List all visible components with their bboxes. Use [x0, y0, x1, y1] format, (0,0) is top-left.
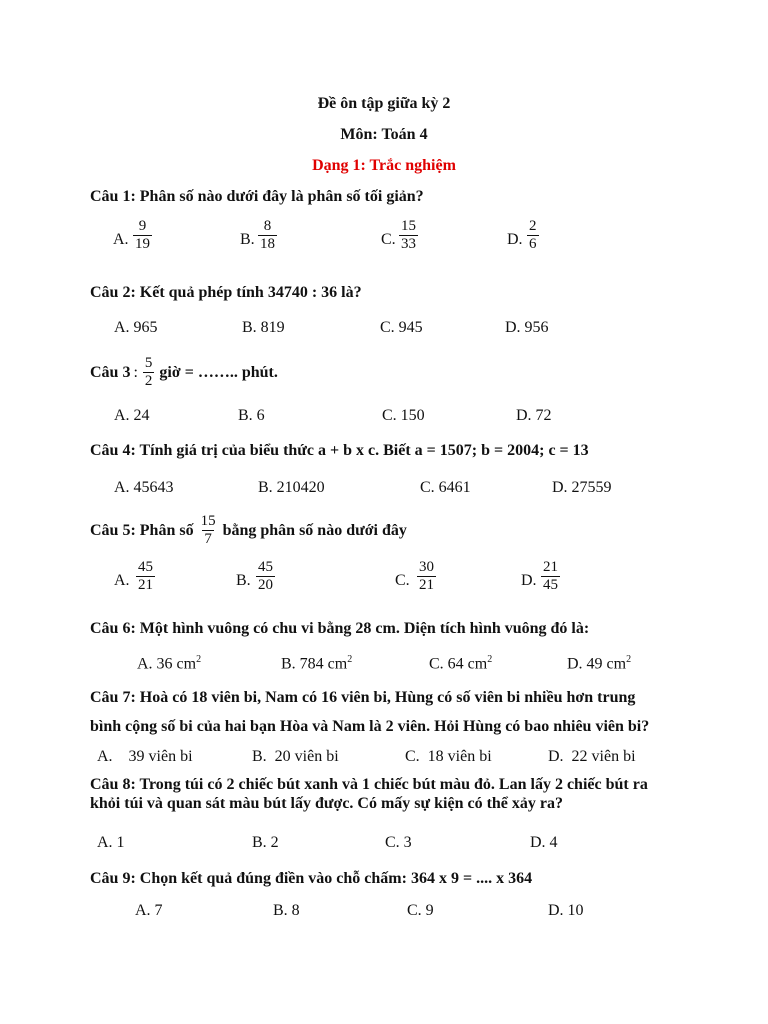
q8-option-c[interactable]: C. 3 — [385, 834, 412, 851]
question-9 — [90, 870, 532, 888]
q3-option-d[interactable]: D. 72 — [516, 407, 552, 424]
q3-option-b[interactable]: B. 6 — [238, 407, 265, 424]
q6-exp-b: 2 — [347, 654, 353, 665]
q4-option-a[interactable]: A. 45643 — [114, 479, 174, 496]
question-2: Câu 2: Kết quả phép tính 34740 : 36 là? — [90, 284, 362, 301]
q5-option-a-fraction: $\frac{45}{21}$ — [138, 559, 153, 593]
q7-option-d[interactable]: D. 22 viên bi — [548, 748, 636, 765]
q1-option-c-label: C. — [381, 231, 396, 248]
q8-option-a[interactable]: A. 1 — [97, 834, 125, 851]
q7-option-b[interactable]: B. 20 viên bi — [252, 748, 339, 765]
q5-option-b-fraction: $\frac{45}{20}$ — [258, 559, 273, 593]
q9-option-a[interactable]: A. 7 — [135, 902, 163, 919]
question-7-line-1: Câu 7: Hoà có 18 viên bi, Nam có 16 viên bi, Hùng có số viên bi nhiều hơn trung — [90, 689, 636, 706]
q3-colon: : — [133, 363, 138, 381]
q2-option-a[interactable]: A. 965 — [114, 319, 158, 336]
q1-option-d-label: D. — [507, 231, 523, 248]
q8-option-d[interactable]: D. 4 — [530, 834, 558, 851]
q6-exp-a: 2 — [196, 654, 202, 665]
q3-option-a[interactable]: A. 24 — [114, 407, 150, 424]
q2-option-b[interactable]: B. 819 — [242, 319, 285, 336]
q9-option-d[interactable]: D. 10 — [548, 902, 584, 919]
q5-option-b-label: B. — [236, 572, 251, 589]
q9-text: Chọn kết quả đúng điền vào chỗ chấm: 364 x 9 = .... x 364 — [139, 870, 533, 887]
section-title: Dạng 1: Trắc nghiệm — [312, 157, 456, 174]
q2-option-c[interactable]: C. 945 — [380, 319, 423, 336]
q4-option-c[interactable]: C. 6461 — [420, 479, 471, 496]
question-1: Câu 1: Phân số nào dưới đây là phân số tối giản? — [90, 188, 424, 205]
q9-label: Câu 9: — [90, 870, 136, 887]
q9-option-b[interactable]: B. 8 — [273, 902, 300, 919]
q1-option-b-fraction: $\frac{8}{18}$ — [260, 218, 275, 252]
q3-prefix: Câu 3 — [90, 363, 131, 381]
q5-option-c-label: C. — [395, 572, 410, 589]
q1-option-b-label: B. — [240, 231, 255, 248]
question-4: Câu 4: Tính giá trị của biểu thức a + b x c. Biết a = 1507; b = 2004; c = 13 — [90, 442, 589, 459]
q6-exp-d: 2 — [626, 654, 632, 665]
q5-option-a-label: A. — [114, 572, 130, 589]
q3-fraction: $\frac{5}{2}$ — [144, 355, 153, 389]
q6-option-d[interactable]: D. 49 $cm^2$ — [567, 654, 632, 673]
q4-option-d[interactable]: D. 27559 — [552, 479, 612, 496]
q4-option-b[interactable]: B. 210420 — [258, 479, 325, 496]
subject-title: Môn: Toán 4 — [340, 126, 428, 143]
q1-option-c-fraction: $\frac{15}{33}$ — [401, 218, 416, 252]
q2-option-d[interactable]: D. 956 — [505, 319, 549, 336]
question-5 — [90, 513, 407, 548]
q5-prefix: Câu 5: Phân số — [90, 521, 194, 539]
question-8-line-2: khỏi túi và quan sát màu bút lấy được. Có mấy sự kiện có thể xảy ra? — [90, 795, 564, 812]
q5-option-d-fraction: $\frac{21}{45}$ — [543, 559, 558, 593]
q5-option-d-label: D. — [521, 572, 537, 589]
question-6: Câu 6: Một hình vuông có chu vi bằng 28 cm. Diện tích hình vuông đó là: — [90, 620, 590, 637]
q7-option-c[interactable]: C. 18 viên bi — [405, 748, 492, 765]
q3-suffix: giờ = …….. phút. — [159, 363, 278, 381]
question-7-line-2: bình cộng số bi của hai bạn Hòa và Nam là 2 viên. Hỏi Hùng có bao nhiêu viên bi? — [90, 718, 650, 735]
q6-option-c[interactable]: C. 64 $cm^2$ — [429, 654, 493, 673]
q5-option-c-fraction: $\frac{30}{21}$ — [419, 559, 434, 593]
q5-suffix: bằng phân số nào dưới đây — [222, 521, 407, 539]
question-3 — [90, 355, 278, 390]
q9-option-c[interactable]: C. 9 — [407, 902, 434, 919]
q3-option-c[interactable]: C. 150 — [382, 407, 425, 424]
q7-option-a[interactable]: A. 39 viên bi — [97, 748, 193, 765]
q1-option-a-label: A. — [113, 231, 129, 248]
q6-option-a[interactable]: A. 36 $cm^2$ — [137, 654, 202, 673]
page-title: Đề ôn tập giữa kỳ 2 — [317, 95, 451, 112]
q1-option-a-fraction: $\frac{9}{19}$ — [135, 218, 150, 252]
q6-exp-c: 2 — [487, 654, 493, 665]
q6-option-b[interactable]: B. 784 $cm^2$ — [281, 654, 353, 673]
q1-option-d-fraction: $\frac{2}{6}$ — [529, 218, 537, 252]
q8-option-b[interactable]: B. 2 — [252, 834, 279, 851]
q5-fraction: $\frac{15}{7}$ — [200, 513, 216, 547]
question-8-line-1: Câu 8: Trong túi có 2 chiếc bút xanh và 1 chiếc bút màu đỏ. Lan lấy 2 chiếc bút ra — [90, 776, 648, 793]
